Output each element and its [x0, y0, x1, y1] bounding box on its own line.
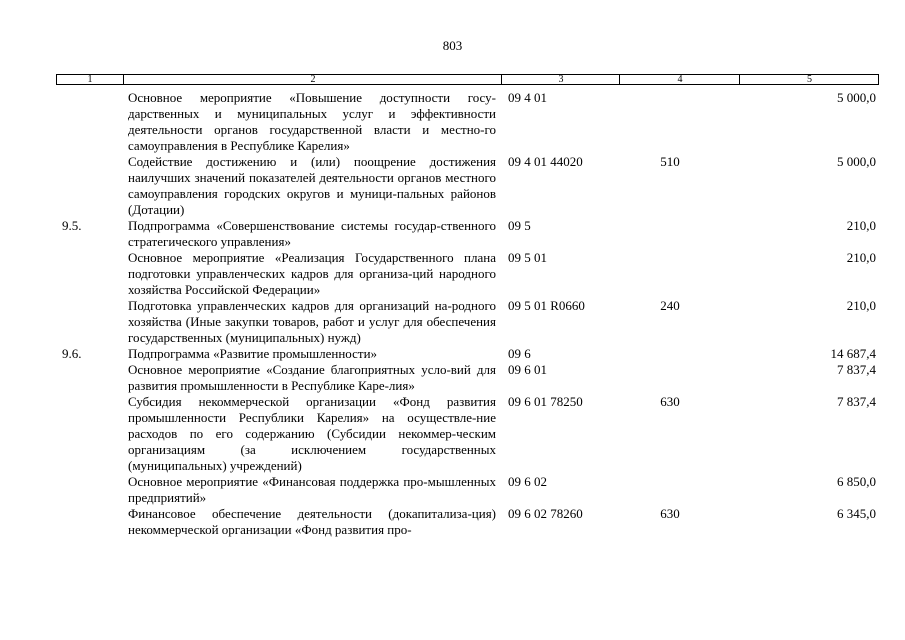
row-code: 09 6 01 78250	[508, 394, 583, 409]
row-type: 630	[660, 506, 680, 521]
table-row	[0, 90, 905, 154]
row-name: Финансовое обеспечение деятельности (докапитализа-ция) некоммерческой организации «Фонд развития про-	[128, 506, 496, 537]
table-row	[0, 298, 905, 346]
header-col-1: 1	[87, 74, 93, 85]
row-amount: 210,0	[846, 218, 876, 233]
row-code: 09 6 02 78260	[508, 506, 583, 521]
table-row	[0, 346, 905, 362]
row-code: 09 6 02	[508, 474, 547, 489]
row-type: 240	[660, 298, 680, 313]
header-col-3: 3	[501, 75, 620, 84]
row-name: Основное мероприятие «Повышение доступности госу-дарственных и муниципальных услуг и эффективности деятельности органов государственной власти и местно-го самоуправления в Республике Карелия»	[128, 90, 496, 153]
table-row	[0, 154, 905, 218]
row-amount: 210,0	[846, 250, 876, 265]
row-amount: 6 345,0	[837, 506, 876, 521]
row-name: Основное мероприятие «Создание благоприятных усло-вий для развития промышленности в Республике Каре-лия»	[128, 362, 496, 393]
header-col-5: 5	[739, 75, 879, 84]
row-amount: 5 000,0	[837, 154, 876, 169]
page-number: 803	[442, 38, 463, 53]
table-row	[0, 394, 905, 474]
row-amount: 7 837,4	[837, 362, 876, 377]
header-col-4: 4	[619, 75, 740, 84]
row-amount: 6 850,0	[837, 474, 876, 489]
row-name: Подпрограмма «Развитие промышленности»	[128, 346, 378, 361]
row-amount: 7 837,4	[837, 394, 876, 409]
row-amount: 210,0	[846, 298, 876, 313]
table-body	[0, 90, 905, 538]
table-header	[56, 74, 879, 85]
row-number: 9.5.	[62, 218, 82, 233]
row-code: 09 6 01	[508, 362, 547, 377]
row-type: 630	[660, 394, 680, 409]
row-amount: 5 000,0	[837, 90, 876, 105]
row-name: Основное мероприятие «Финансовая поддержка про-мышленных предприятий»	[128, 474, 496, 505]
row-name: Подпрограмма «Совершенствование системы государ-ственного стратегического управления»	[128, 218, 496, 249]
row-name: Содействие достижению и (или) поощрение достижения наилучших значений показателей деятельности органов местного самоуправления городских округов и муници-пальных районов (Дотации)	[128, 154, 496, 217]
row-code: 09 4 01 44020	[508, 154, 583, 169]
table-row	[0, 362, 905, 394]
row-amount: 14 687,4	[830, 346, 876, 361]
row-name: Подготовка управленческих кадров для организаций на-родного хозяйства (Иные закупки товаров, работ и услуг для обеспечения государственных (муниципальных) нужд)	[128, 298, 496, 345]
row-code: 09 6	[508, 346, 531, 361]
row-code: 09 5 01	[508, 250, 547, 265]
header-col-2: 2	[123, 75, 502, 84]
row-code: 09 4 01	[508, 90, 547, 105]
row-code: 09 5	[508, 218, 531, 233]
row-name: Основное мероприятие «Реализация Государственного плана подготовки управленческих кадров для организа-ций народного хозяйства Российской Федерации»	[128, 250, 496, 297]
row-code: 09 5 01 R0660	[508, 298, 585, 313]
table-row	[0, 506, 905, 538]
row-type: 510	[660, 154, 680, 169]
row-number: 9.6.	[62, 346, 82, 361]
table-row	[0, 474, 905, 506]
table-row	[0, 218, 905, 250]
row-name: Субсидия некоммерческой организации «Фонд развития промышленности Республики Карелия» на осуществле-ние расходов по его содержанию (Субсидии некоммер-ческим организациям (за исключением государственных (муниципальных) учреждений)	[128, 394, 496, 473]
table-row	[0, 250, 905, 298]
